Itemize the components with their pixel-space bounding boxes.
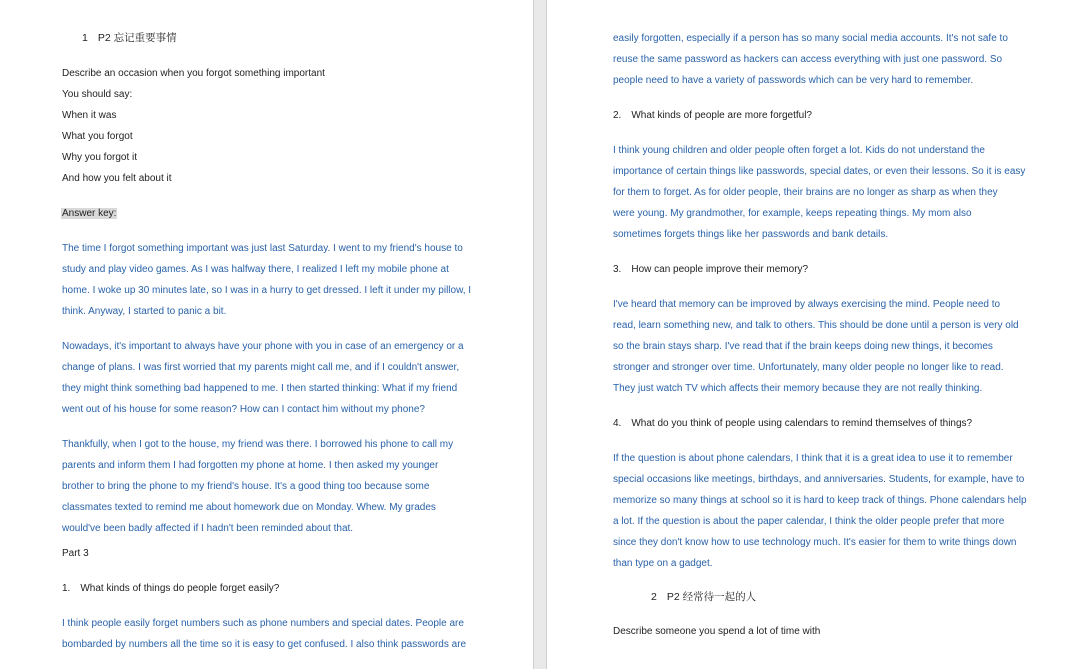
question-heading: 4. What do you think of people using calendars to remind themselves of things? <box>613 418 973 429</box>
answer-line: I think young children and older people often forget a lot. Kids do not understand the <box>613 145 985 156</box>
answer-line: for them to forget. As for older people, their brains are no longer as sharp as when they <box>613 187 998 198</box>
answer-line: easily forgotten, especially if a person has so many social media accounts. It's not safe to <box>613 33 1008 44</box>
answer-line: think. Anyway, I started to panic a bit. <box>62 306 227 317</box>
answer-line: home. I woke up 30 minutes late, so I was in a hurry to get dressed. I left it under my pillow, I <box>62 285 472 296</box>
answer-line: memorize so many things at school so it is hard to keep track of things. Phone calendars help <box>613 495 1027 506</box>
answer-key-label: Answer key: <box>62 208 117 219</box>
prompt-line: Why you forgot it <box>62 152 138 163</box>
answer-line: Thankfully, when I got to the house, my friend was there. I borrowed his phone to call my <box>62 439 454 450</box>
answer-line: The time I forgot something important was just last Saturday. I went to my friend's house to <box>62 243 463 254</box>
answer-line: stronger and stronger over time. Unfortunately, many older people no longer like to read. <box>613 362 1004 373</box>
question-heading: 2. What kinds of people are more forgetful? <box>613 110 812 121</box>
answer-line: importance of certain things like passwords, special dates, or even their lessons. So it is easy <box>613 166 1026 177</box>
question-heading: 1. What kinds of things do people forget easily? <box>62 583 280 594</box>
answer-line: special occasions like meetings, birthdays, and anniversaries. Students, for example, have to <box>613 474 1025 485</box>
answer-line: classmates texted to remind me about homework due on Monday. Whew. My grades <box>62 502 436 513</box>
part-label: Part 3 <box>62 548 89 559</box>
question-heading: 3. How can people improve their memory? <box>613 264 809 275</box>
document-page-left <box>0 0 533 669</box>
answer-line: reuse the same password as hackers can access everything with just one password. So <box>613 54 1003 65</box>
prompt-line: When it was <box>62 110 117 121</box>
answer-line: sometimes forgets things like her passwords and bank details. <box>613 229 889 240</box>
page-gutter <box>533 0 547 669</box>
section-heading: 2 P2 经常待一起的人 <box>651 591 757 603</box>
answer-line: so the brain stays sharp. I've read that if the brain keeps doing new things, it becomes <box>613 341 993 352</box>
answer-line: I think people easily forget numbers such as phone numbers and special dates. People are <box>62 618 464 629</box>
answer-line: people need to have a variety of passwords which can be very hard to remember. <box>613 75 974 86</box>
answer-line: I've heard that memory can be improved by always exercising the mind. People need to <box>613 299 1001 310</box>
prompt-line: What you forgot <box>62 131 133 142</box>
answer-line: bombarded by numbers all the time so it is easy to get confused. I also think passwords are <box>62 639 467 650</box>
answer-line: read, learn something new, and talk to others. This should be done until a person is very old <box>613 320 1019 331</box>
answer-line: a lot. If the question is about the paper calendar, I think the older people prefer that more <box>613 516 1005 527</box>
answer-line: they might think something bad happened to me. I then started thinking: What if my friend <box>62 383 458 394</box>
prompt-line: Describe someone you spend a lot of time with <box>613 626 821 637</box>
answer-line: were young. My grandmother, for example, keeps repeating things. My mom also <box>613 208 972 219</box>
answer-line: parents and inform them I had forgotten my phone at home. I then asked my younger <box>62 460 439 471</box>
answer-line: brother to bring the phone to my friend's house. It's a good thing too because some <box>62 481 430 492</box>
prompt-line: And how you felt about it <box>62 173 172 184</box>
answer-line: went out of his house for some reason? How can I contact him without my phone? <box>62 404 425 415</box>
answer-line: If the question is about phone calendars, I think that it is a great idea to use it to remember <box>613 453 1013 464</box>
answer-line: Nowadays, it's important to always have your phone with you in case of an emergency or a <box>62 341 464 352</box>
answer-line: than type on a gadget. <box>613 558 713 569</box>
prompt-line: You should say: <box>62 89 133 100</box>
prompt-line: Describe an occasion when you forgot something important <box>62 68 325 79</box>
answer-line: They just watch TV which affects their memory because they are not really thinking. <box>613 383 983 394</box>
section-heading: 1 P2 忘记重要事情 <box>82 32 177 44</box>
answer-line: would've been badly affected if I hadn't been reminded about that. <box>62 523 354 534</box>
document-page-right <box>547 0 1080 669</box>
answer-line: change of plans. I was first worried that my parents might call me, and if I couldn't answer, <box>62 362 460 373</box>
answer-line: study and play video games. As I was halfway there, I realized I left my mobile phone at <box>62 264 449 275</box>
answer-line: since they don't know how to use technology much. It's easier for them to write things down <box>613 537 1017 548</box>
